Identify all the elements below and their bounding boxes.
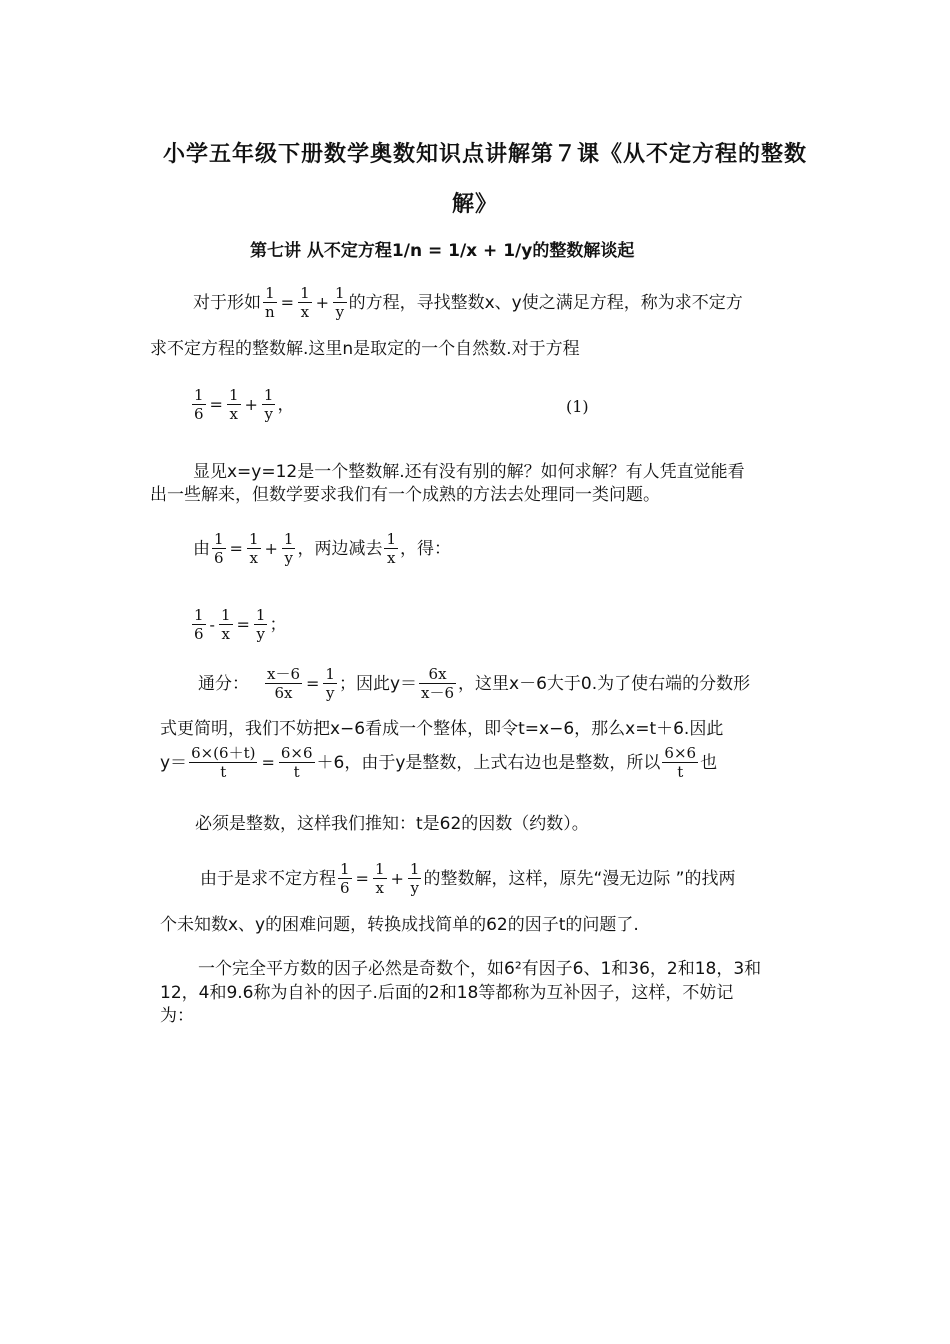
eq1-comma: ， [277,394,295,415]
paragraph-3 [193,530,451,567]
equals-sign: = [209,395,223,414]
frac-den: y [325,684,335,702]
paragraph-5-line2: 个未知数x、y的困难问题，转换成找简单的62的因子t的问题了. [160,915,639,935]
fraction-6x-over-x-minus-6 [419,665,456,702]
fraction-6x-6-plus-t-over-t [189,744,257,781]
fraction-6x6-over-t-second [662,744,698,781]
fraction-1-over-y [323,665,337,702]
p1-suffix: 的方程，寻找整数x、y使之满足方程，称为求不定方 [348,292,743,313]
frac-den: 6 [214,549,224,567]
frac-den: y [335,303,345,321]
frac-den: t [293,763,300,781]
equals-sign: = [280,292,295,312]
paragraph-4-line1 [198,665,750,702]
page-title-line2: 解》 [452,192,499,217]
frac-num: 1 [228,386,239,404]
fraction-1-over-6 [192,606,206,643]
frac-den: x [221,625,230,643]
frac-num: 1 [374,860,385,878]
fraction-1-over-x [247,530,261,567]
frac-num: 1 [283,530,294,548]
frac-num: 1 [335,284,345,302]
equals-sign: = [261,752,275,772]
fraction-1-over-y [408,860,422,897]
equation-1 [190,386,294,423]
frac-den: x [300,303,310,321]
page-title-line1: 小学五年级下册数学奥数知识点讲解第７课《从不定方程的整数 [163,142,808,167]
section-subtitle: 第七讲 从不定方程1/n = 1/x + 1/y的整数解谈起 [250,241,635,261]
frac-num: 6×(6＋t) [191,744,256,762]
frac-num: 6×6 [664,744,697,762]
equals-sign: = [229,538,243,558]
p4-prefix: 通分： [198,673,249,694]
p4-line3-prefix: y＝ [160,752,188,773]
fraction-1-over-y [282,530,296,567]
equation-2 [190,606,286,643]
p3-prefix: 由 [193,538,210,559]
frac-num: 1 [248,530,259,548]
paragraph-6-line1: 一个完全平方数的因子必然是奇数个，如6²有因子6、1和36，2和18，3和 [198,959,762,979]
frac-num: 1 [409,860,420,878]
plus-sign: + [390,868,404,888]
frac-num: 1 [194,386,204,404]
fraction-1-over-x [298,284,312,321]
p4-line3-suffix: 也 [700,752,718,773]
p3-mid: ，两边减去 [297,538,383,559]
paragraph-2-line1: 显见x=y=12是一个整数解.还有没有别的解？如何求解？有人凭直觉能看 [193,462,745,482]
frac-den: t [220,763,227,781]
paragraph-2-line2: 出一些解来，但数学要求我们有一个成熟的方法去处理同一类问题。 [150,485,660,505]
frac-den: x [249,549,258,567]
equals-sign: = [355,868,369,888]
plus-sign: + [315,292,330,312]
fraction-1-over-6 [192,386,206,423]
frac-den: 6 [194,625,204,643]
p5-prefix: 由于是求不定方程 [200,868,336,889]
fraction-1-over-x-subtracted [384,530,398,567]
frac-den: x－6 [421,684,455,702]
paragraph-5-line1 [200,860,735,897]
frac-num: 6x [428,665,447,683]
fraction-1-over-x [219,606,233,643]
paragraph-4-line4: 必须是整数，这样我们推知：t是62的因数（约数）。 [195,814,589,834]
frac-den: x [375,879,384,897]
frac-den: 6 [340,879,350,897]
p3-suffix: ，得： [400,538,451,559]
frac-num: 1 [194,606,204,624]
paragraph-6-line2: 12，4和9.6称为自补的因子.后面的2和18等都称为互补因子，这样，不妨记 [160,983,734,1003]
frac-den: 6 [194,405,204,423]
paragraph-4-line3 [160,744,717,781]
p4-suffix: ，这里x－6大于0.为了使右端的分数形 [458,673,751,694]
frac-den: t [677,763,684,781]
p1-prefix: 对于形如 [193,292,261,313]
eq2-semicolon: ； [269,614,287,635]
fraction-1-over-x [373,860,387,897]
frac-num: 1 [220,606,231,624]
paragraph-1-line1 [193,284,743,321]
fraction-1-over-y [262,386,276,423]
fraction-6x6-over-t [279,744,315,781]
fraction-1-over-x [227,386,241,423]
minus-sign: - [209,615,215,634]
frac-num: x－6 [267,665,301,683]
paragraph-4-line2: 式更简明，我们不妨把x−6看成一个整体，即令t=x−6，那么x=t＋6.因此 [160,719,724,739]
paragraph-6-line3: 为： [160,1006,194,1026]
frac-num: 1 [265,284,275,302]
fraction-1-over-6 [338,860,352,897]
fraction-1-over-y [333,284,347,321]
frac-num: 1 [325,665,335,683]
fraction-1-over-y [254,606,268,643]
frac-den: 6x [274,684,293,702]
frac-num: 1 [386,530,396,548]
p5-suffix: 的整数解，这样，原先“漫无边际 ”的找两 [423,868,736,889]
frac-den: n [265,303,275,321]
paragraph-1-line2: 求不定方程的整数解.这里n是取定的一个自然数.对于方程 [150,339,580,359]
equation-label-1: (1) [566,397,589,416]
fraction-x-minus-6-over-6x [265,665,302,702]
frac-den: y [410,879,419,897]
frac-num: 1 [255,606,266,624]
frac-den: x [386,549,396,567]
frac-num: 1 [300,284,310,302]
frac-den: y [264,405,273,423]
fraction-1-over-n [263,284,277,321]
p4-line3-mid: ＋6，由于y是整数，上式右边也是整数，所以 [316,752,661,773]
frac-num: 1 [263,386,274,404]
plus-sign: + [264,538,278,558]
frac-den: y [256,625,265,643]
frac-num: 1 [214,530,224,548]
equals-sign: = [236,615,250,634]
fraction-1-over-6 [212,530,226,567]
frac-num: 1 [340,860,350,878]
equals-sign: = [306,673,320,693]
frac-den: y [284,549,293,567]
frac-den: x [229,405,238,423]
plus-sign: + [244,395,258,414]
frac-num: 6×6 [280,744,313,762]
p4-mid: ；因此y＝ [338,673,418,694]
